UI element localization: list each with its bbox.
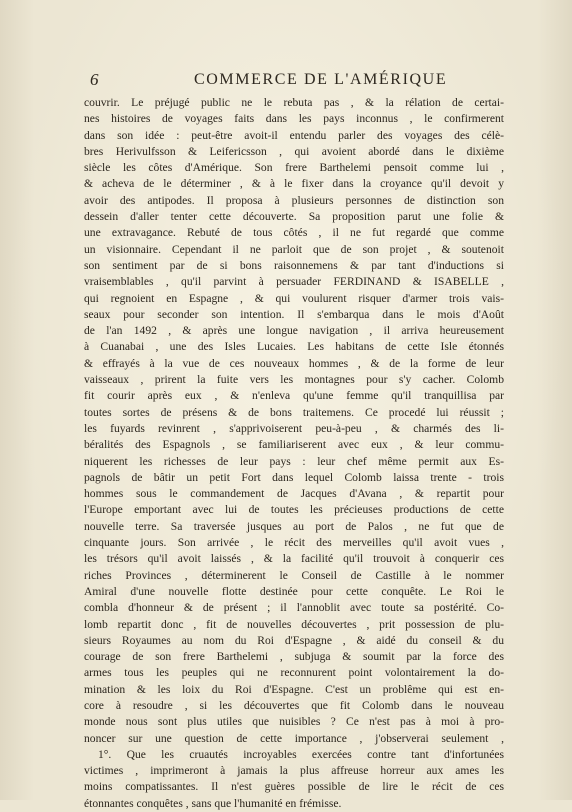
text-line: Amiral d'une nouvelle flotte destinée pour cette conquête. Le Roi le: [84, 584, 504, 598]
text-line: sieurs Royaumes au nom du Roi d'Espagne , & aidé du conseil & du: [84, 633, 504, 647]
text-line: dessein d'aller tenter cette découverte. Sa proposition parut une folie &: [84, 210, 504, 224]
text-line: riches Provinces , déterminerent le Conseil de Castille à le nommer: [84, 568, 504, 582]
text-line: core à resoudre , si les découvertes que fit Colomb dans le nouveau: [84, 698, 504, 712]
text-line: courage de son frere Barthelemi , subjuga & soumit par la force des: [84, 650, 504, 664]
text-line: toutes sortes de présens & de bons traitemens. Ce procedé lui réussit ;: [84, 405, 504, 419]
text-line: monde nous sont plus utiles que nuisibles ? Ce n'est pas à moi à pro-: [84, 715, 504, 729]
text-line: qui regnoient en Espagne , & qui voulurent risquer d'armer trois vais-: [84, 291, 504, 305]
text-line: l'Europe emportant avec lui de toutes les précieuses productions de cette: [84, 503, 504, 517]
text-line: dans son idée : peut-être avoit-il entendu parler des voyages des célè-: [84, 128, 504, 142]
text-line: béralités des Espagnols , se familiariserent avec eux , & leur commu-: [84, 438, 504, 452]
text-line: de l'an 1492 , & après une longue navigation , il arriva heureusement: [84, 324, 504, 338]
text-line: cinquante jours. Son arrivée , le récit des merveilles qu'il avoit vues ,: [84, 536, 504, 550]
text-line: étonnantes conquêtes , sans que l'humanité en frémisse.: [84, 796, 342, 810]
text-line: vaisseaux , prirent la fuite vers les montagnes pour s'y cacher. Colomb: [84, 373, 504, 387]
text-line: les fuyards revinrent , s'apprivoiserent peu-à-peu , & charmés des li-: [84, 421, 504, 435]
text-line: victimes , imprimeront à jamais la plus affreuse horreur aux ames les: [84, 764, 504, 778]
text-line: à Cuanabai , une des Isles Lucaies. Les habitans de cette Isle étonnés: [84, 340, 504, 354]
text-line: noncer sur une question de cette importance , j'observerai seulement ,: [84, 731, 504, 745]
text-line: nes histoires de voyages faits dans les pays inconnus , le confirmerent: [84, 112, 504, 126]
body-text: [84, 95, 504, 812]
text-line: son sentiment par de si bons raisonnemens & par tant d'inductions si: [84, 258, 504, 272]
page-header: [90, 70, 510, 92]
text-line: avoir des antipodes. Il proposa à plusieurs personnes de distinction son: [84, 193, 504, 207]
text-line: niquerent les richesses de leur pays : leur chef même permit aux Es-: [84, 454, 504, 468]
page-number: 6: [90, 70, 99, 89]
text-line: vraisemblables , qu'il parvint à persuader FERDINAND & ISABELLE ,: [84, 275, 504, 289]
text-line: siècle les côtes d'Amérique. Son frere Barthelemi pensoit comme lui ,: [84, 161, 504, 175]
text-line: une extravagance. Rebuté de tous côtés , il ne fut regardé que comme: [84, 226, 504, 240]
running-title: COMMERCE DE L'AMÉRIQUE: [194, 71, 448, 88]
text-line: moins compatissantes. Il n'est guères possible de lire le récit de ces: [84, 780, 504, 794]
text-line: armes tous les peuples qui ne reconnurent point volontairement la do-: [84, 666, 504, 680]
text-line: 1°. Que les cruautés incroyables exercées contre tant d'infortunées: [98, 747, 504, 761]
text-line: couvrir. Le préjugé public ne le rebuta pas , & la rélation de certai-: [84, 96, 504, 109]
text-line: nouvelle terre. Sa traversée jusques au port de Palos , ne fut que de: [84, 519, 504, 533]
text-line: seaux pour seconder son intention. Il s'embarqua dans le mois d'Août: [84, 307, 504, 321]
text-line: lomb repartit donc , fit de nouvelles découvertes , prit possession de plu-: [84, 617, 504, 631]
text-line: pagnols de bâtir un petit Fort dans lequel Colomb laissa trente - trois: [84, 470, 504, 484]
text-line: mination & les loix du Roi d'Espagne. C'est un problême qui est en-: [84, 682, 504, 696]
text-line: les trésors qu'il avoit laissés , & la facilité qu'il trouvoit à conquerir ces: [84, 552, 504, 566]
text-line: un visionnaire. Cependant il ne parloit que de son projet , & soutenoit: [84, 242, 504, 256]
text-line: hommes sous le commandement de Jacques d'Avana , & repartit pour: [84, 487, 504, 501]
text-line: & effrayés à la vue de ces nouveaux hommes , & de la forme de leur: [84, 356, 504, 370]
text-line: combla d'honneur & de présent ; il l'annoblit avec toute sa postérité. Co-: [84, 601, 504, 615]
text-line: fit courir après eux , & n'enleva qu'une femme qu'il tranquillisa par: [84, 389, 504, 403]
text-line: bres Herivulfsson & Leifericsson , qui avoient abordé dans le dixième: [84, 144, 504, 158]
text-line: & acheva de le déterminer , & à le fixer dans la croyance qu'il devoit y: [84, 177, 504, 191]
